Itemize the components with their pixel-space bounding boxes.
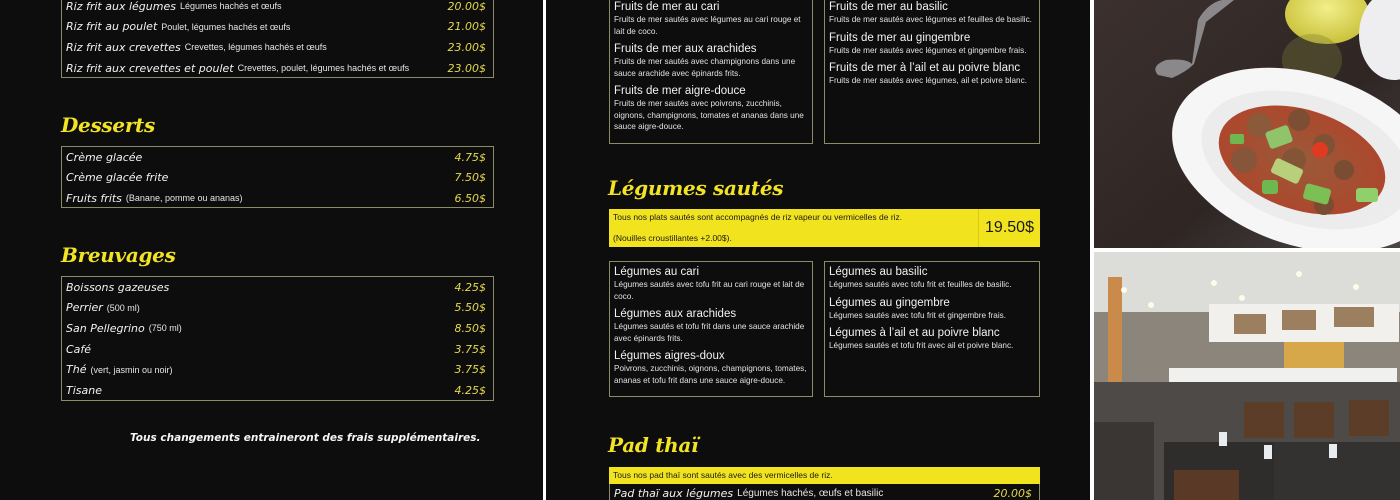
fried-rice-table [61, 0, 494, 78]
dish-description: Légumes sautés et tofu frit dans une sauce arachide avec épinards frits. [614, 322, 805, 343]
menu-item-row [62, 37, 493, 58]
seafood-right-box [824, 0, 1040, 144]
dish-item [614, 84, 808, 133]
menu-item-row [610, 484, 1039, 500]
dish-title: Légumes à l’ail et au poivre blanc [829, 327, 1000, 339]
crispy-noodles-note: (Nouilles croustillantes +2.00$). [613, 233, 732, 243]
dish-description: Poivrons, zucchinis, oignons, champignons, tomates, ananas et tofu frit dans une sauce aigre-douce. [614, 364, 807, 385]
dish-title: Fruits de mer à l’ail et au poivre blanc [829, 62, 1021, 74]
item-price: 23.00$ [447, 61, 486, 75]
dish-description: Légumes sautés avec tofu frit au cari rouge et lait de coco. [614, 280, 805, 301]
menu-page-middle [546, 0, 1090, 500]
dish-item [614, 349, 808, 386]
menu-item-row [62, 380, 493, 401]
dish-title: Légumes aux arachides [614, 308, 737, 320]
item-description: Légumes hachés et œufs [179, 1, 282, 12]
dish-description: Fruits de mer sautés avec poivrons, zucchinis, oignons, champignons, tomates et ananas dans une sauce aigre-douce. [614, 99, 804, 131]
dish-item [829, 326, 1035, 352]
menu-item-row [62, 17, 493, 38]
item-description: (Banane, pomme ou ananas) [125, 193, 243, 204]
restaurant-interior-photo [1094, 252, 1400, 500]
changes-fee-note: Tous changements entraineront des frais supplémentaires. [130, 432, 481, 444]
menu-item-row [62, 147, 493, 168]
dish-title: Légumes aigres-doux [614, 350, 725, 362]
dish-title: Fruits de mer au basilic [829, 1, 948, 13]
section-title-vegetables: Légumes sautés [608, 176, 784, 200]
menu-item-row [62, 298, 493, 319]
item-price: 20.00$ [447, 0, 486, 13]
dish-item [614, 265, 808, 302]
item-price: 23.00$ [447, 40, 486, 54]
restaurant-photo-image [1094, 252, 1400, 500]
pad-thai-info-band [609, 467, 1040, 484]
dish-title: Légumes au basilic [829, 266, 928, 278]
section-title-pad-thai: Pad thaï [608, 433, 699, 457]
dish-photo-image [1094, 0, 1400, 248]
item-price: 4.75$ [454, 150, 486, 164]
item-name: Crème glacée [66, 150, 143, 164]
menu-item-row [62, 359, 493, 380]
item-name: Riz frit aux crevettes et poulet [66, 61, 234, 75]
dish-description: Légumes sautés avec tofu frit et gingembre frais. [829, 310, 1007, 320]
dish-description: Légumes sautés avec tofu frit et feuilles de basilic. [829, 280, 1012, 289]
item-name: Perrier [66, 301, 103, 315]
item-price: 8.50$ [454, 321, 486, 335]
dish-title: Fruits de mer aigre-douce [614, 85, 746, 97]
item-name: Pad thaï aux légumes [614, 486, 734, 500]
accompaniment-note: Tous nos plats sautés sont accompagnés de riz vapeur ou vermicelles de riz. [613, 212, 903, 222]
dish-item [829, 265, 1035, 291]
dish-item [829, 31, 1035, 57]
dish-description: Fruits de mer sautés avec légumes et gingembre frais. [829, 45, 1027, 55]
dish-item [614, 42, 808, 79]
dish-description: Légumes sautés et tofu frit avec ail et poivre blanc. [829, 341, 1014, 350]
dish-item [829, 61, 1035, 87]
item-price: 4.25$ [454, 280, 486, 294]
pad-thai-table [609, 484, 1040, 500]
item-name: Riz frit aux crevettes [66, 40, 181, 54]
dish-title: Fruits de mer au gingembre [829, 31, 971, 44]
beverages-table [61, 276, 494, 401]
item-name: Fruits frits [66, 191, 122, 205]
dish-item [614, 307, 808, 344]
item-price: 7.50$ [454, 171, 486, 185]
dish-description: Fruits de mer sautés avec légumes et feuilles de basilic. [829, 15, 1032, 24]
item-description: Légumes hachés, œufs et basilic [737, 487, 884, 499]
dish-item [614, 0, 808, 37]
menu-item-row [62, 168, 493, 189]
menu-item-row [62, 339, 493, 360]
item-name: Crème glacée frite [66, 171, 169, 185]
dish-item [829, 296, 1035, 322]
vegetables-info-band [609, 209, 1040, 247]
item-description: (vert, jasmin ou noir) [90, 364, 173, 375]
menu-page-left [0, 0, 543, 500]
menu-item-row [62, 58, 493, 79]
item-price: 3.75$ [454, 342, 486, 356]
section-title-desserts: Desserts [61, 113, 155, 137]
dish-title: Légumes au gingembre [829, 296, 950, 309]
item-price: 3.75$ [454, 363, 486, 377]
item-name: Riz frit aux légumes [66, 0, 176, 13]
vermicelli-note: Tous nos pad thaï sont sautés avec des vermicelles de riz. [613, 470, 833, 480]
dish-title: Fruits de mer au cari [614, 1, 720, 13]
item-description: (500 ml) [106, 302, 140, 313]
dish-item [829, 0, 1035, 26]
menu-item-row [62, 188, 493, 209]
item-name: Thé [66, 363, 87, 377]
dish-photo [1094, 0, 1400, 248]
menu-item-row [62, 318, 493, 339]
photo-column [1094, 0, 1400, 500]
menu-item-row [62, 277, 493, 298]
item-name: Boissons gazeuses [66, 280, 170, 294]
dish-description: Fruits de mer sautés avec légumes, ail et poivre blanc. [829, 76, 1027, 85]
vegetables-price: 19.50$ [978, 209, 1040, 247]
item-description: Crevettes, légumes hachés et œufs [184, 42, 327, 53]
item-price: 6.50$ [454, 191, 486, 205]
item-name: Café [66, 342, 92, 356]
item-price: 20.00$ [993, 486, 1032, 500]
item-price: 4.25$ [454, 383, 486, 397]
dish-description: Fruits de mer sautés avec champignons dans une sauce arachide avec épinards frits. [614, 57, 796, 78]
vegetables-right-box [824, 261, 1040, 397]
item-description: Poulet, légumes hachés et œufs [161, 21, 291, 32]
item-name: San Pellegrino [66, 321, 145, 335]
item-name: Riz frit au poulet [66, 20, 158, 34]
dish-description: Fruits de mer sautés avec légumes au cari rouge et lait de coco. [614, 15, 801, 36]
dish-title: Fruits de mer aux arachides [614, 43, 757, 55]
item-price: 21.00$ [447, 20, 486, 34]
item-description: (750 ml) [148, 323, 182, 334]
item-price: 5.50$ [454, 301, 486, 315]
section-title-beverages: Breuvages [61, 243, 176, 267]
item-description: Crevettes, poulet, légumes hachés et œufs [237, 63, 410, 74]
seafood-left-box [609, 0, 813, 144]
desserts-table [61, 146, 494, 208]
item-name: Tisane [66, 383, 102, 397]
dish-title: Légumes au cari [614, 266, 700, 278]
menu-item-row [62, 0, 493, 17]
vegetables-left-box [609, 261, 813, 397]
